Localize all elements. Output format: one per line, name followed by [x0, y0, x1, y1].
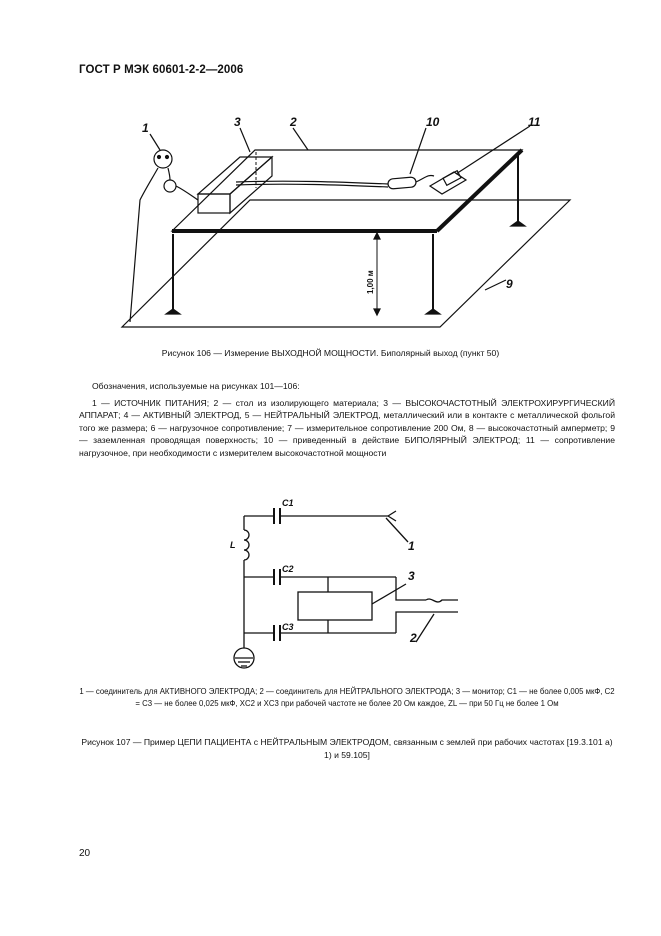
label-l: L	[230, 540, 236, 550]
label-2: 2	[290, 115, 297, 129]
hf-unit-top	[198, 157, 272, 194]
ground-cable	[130, 168, 158, 322]
bipolar-cable	[236, 181, 388, 184]
figure-107-footnote: 1 — соединитель для АКТИВНОГО ЭЛЕКТРОДА; 2 — соединитель для НЕЙТРАЛЬНОГО ЭЛЕКТРОДА; 3 — монитор; C1 — не более 0,005 мкФ, C2 = C3 — не более 0,025 мкФ, XC2 и XC3 при рабочей частоте не более 20 Ом каждое, ZL — при 50 Гц не более 1 Ом	[79, 687, 615, 708]
label-c3: C3	[282, 622, 294, 632]
legend-intro: Обозначения, используемые на рисунках 101—106:	[92, 381, 300, 391]
label-3: 3	[408, 569, 415, 583]
inductor-l	[244, 530, 249, 560]
label-c1: C1	[282, 498, 294, 508]
figure-107	[226, 492, 476, 677]
table-edge-right	[437, 150, 522, 231]
label-1: 1	[408, 539, 415, 553]
figure-106-caption: Рисунок 106 — Измерение ВЫХОДНОЙ МОЩНОСТИ. Биполярный выход (пункт 50)	[161, 348, 500, 358]
page-number: 20	[79, 848, 91, 859]
document-header: ГОСТ Р МЭК 60601-2-2—2006	[79, 64, 244, 76]
label-10: 10	[426, 115, 440, 129]
label-3: 3	[234, 115, 241, 129]
label-1: 1	[142, 121, 149, 135]
power-source-plug	[154, 150, 172, 168]
label-c2: C2	[282, 564, 294, 574]
figure-107-caption: Рисунок 107 — Пример ЦЕПИ ПАЦИЕНТА с НЕЙТРАЛЬНЫМ ЭЛЕКТРОДОМ, связанным с землей при рабочих частотах [19.3.101 а) 1) и 59.105]	[81, 737, 613, 760]
leg-foot	[426, 309, 440, 314]
hf-unit-front	[198, 194, 230, 213]
leg-foot	[166, 309, 180, 314]
label-9: 9	[506, 277, 513, 291]
monitor-box	[298, 592, 372, 620]
active-connector	[388, 511, 396, 521]
bipolar-electrode	[388, 177, 417, 189]
power-cable	[176, 186, 198, 200]
height-label: 1,00 м	[366, 270, 375, 294]
legend-body: 1 — ИСТОЧНИК ПИТАНИЯ; 2 — стол из изолирующего материала; 3 — ВЫСОКОЧАСТОТНЫЙ ЭЛЕКТРОХИРУРГИЧЕСКИЙ АППАРАТ; 4 — АКТИВНЫЙ ЭЛЕКТРОД, 5 — НЕЙТРАЛЬНЫЙ ЭЛЕКТРОД, металлический или в контакте с металлической фольгой того же размера; 6 — нагрузочное сопротивление; 7 — измерительное сопротивление 200 Ом, 8 — высокочастотный амперметр; 9 — заземленная проводящая поверхность; 10 — приведенный в действие БИПОЛЯРНЫЙ ЭЛЕКТРОД; 11 — сопротивление нагрузочное, при необходимости с измерителем высокочастотной мощности	[79, 397, 615, 458]
leg-foot	[511, 221, 525, 226]
figure-106	[110, 112, 580, 340]
label-2: 2	[410, 631, 417, 645]
label-11: 11	[528, 115, 541, 129]
table-top	[172, 150, 522, 231]
neutral-connector	[426, 599, 458, 602]
grounded-surface	[122, 200, 570, 327]
legend	[79, 380, 615, 460]
